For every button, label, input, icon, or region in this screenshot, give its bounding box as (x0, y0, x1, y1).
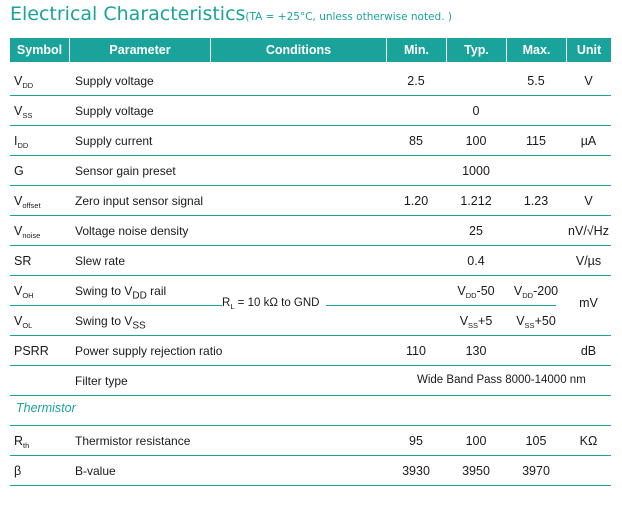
symbol: $V_{offset}$ (14, 194, 41, 210)
header-symbol: Symbol (16, 43, 63, 57)
value-typ: 1.212 (460, 194, 492, 208)
symbol: $R_{th}$ (14, 434, 30, 450)
header-max: Max. (506, 38, 566, 62)
symbol: $V_{OL}$ (14, 314, 33, 330)
row-divider (10, 245, 611, 246)
value-unit: V (584, 194, 593, 208)
row-divider (10, 455, 611, 456)
value-typ: $V_{SS}+5$ (459, 314, 493, 330)
symbol-subscript: OL (22, 321, 33, 330)
value-unit: V (584, 74, 593, 88)
swing-condition-sub: L (230, 302, 235, 311)
value-max-subscript: SS (524, 321, 535, 330)
filter-type-value: Wide Band Pass 8000-14000 nm (417, 374, 586, 386)
symbol-subscript: th (23, 441, 30, 450)
symbol: $V_{OH}$ (14, 284, 34, 300)
value-min: 95 (409, 434, 423, 448)
table-title (10, 3, 452, 25)
value-typ: 0.4 (467, 254, 485, 268)
title-main: Electrical Characteristics (10, 3, 246, 25)
symbol: $I_{DD}$ (14, 134, 29, 150)
symbol-subscript: offset (22, 201, 41, 210)
parameter: B-value (75, 464, 116, 478)
symbol: β (14, 464, 22, 478)
value-min: 85 (409, 134, 423, 148)
swing-condition (222, 297, 319, 311)
parameter-subscript: SS (132, 320, 146, 332)
value-min: 110 (406, 344, 426, 358)
symbol-subscript: noise (22, 231, 41, 240)
parameter: Supply voltage (75, 74, 154, 88)
symbol: SR (14, 254, 32, 268)
parameter: Supply current (75, 134, 153, 148)
value-typ: $V_{DD}-50$ (457, 284, 495, 300)
value-max-subscript: DD (522, 291, 534, 300)
row-divider (10, 365, 611, 366)
symbol-subscript: DD (17, 141, 29, 150)
value-unit: V/µs (575, 254, 602, 268)
parameter: Supply voltage (75, 104, 154, 118)
symbol: G (14, 164, 24, 178)
parameter: Zero input sensor signal (75, 194, 204, 208)
parameter: Slew rate (75, 254, 126, 268)
value-max: $V_{DD}-200$ (513, 284, 559, 300)
symbol: $V_{SS}$ (14, 104, 33, 120)
value-unit: nV/√Hz (568, 224, 609, 238)
row-divider (10, 95, 611, 96)
condition-connector (326, 305, 376, 306)
row-divider (10, 125, 611, 126)
header-parameter: Parameter (69, 38, 210, 62)
header-min: Min. (386, 38, 446, 62)
value-typ: 130 (465, 344, 487, 358)
header-conditions: Conditions (210, 38, 386, 62)
symbol: $V_{DD}$ (14, 74, 34, 90)
symbol: PSRR (14, 344, 49, 358)
row-divider (10, 395, 611, 396)
value-max: 105 (525, 434, 547, 448)
value-typ: 25 (469, 224, 483, 238)
value-unit: dB (580, 344, 597, 358)
section-thermistor: Thermistor (16, 401, 76, 415)
value-typ: 100 (465, 134, 487, 148)
condition-connector (210, 305, 222, 306)
symbol: $V_{noise}$ (14, 224, 41, 240)
value-typ-subscript: DD (465, 291, 477, 300)
value-min: 3930 (402, 464, 430, 478)
value-typ-subscript: SS (468, 321, 479, 330)
value-max: $V_{SS}+50$ (516, 314, 556, 330)
value-typ: 0 (472, 104, 480, 118)
header-typ: Typ. (446, 38, 506, 62)
value-typ: 1000 (462, 164, 490, 178)
parameter: Swing to $V_{SS}$ (75, 314, 146, 332)
value-unit: µA (580, 134, 597, 148)
row-divider (10, 185, 611, 186)
value-max: 1.23 (523, 194, 549, 208)
swing-unit: mV (579, 296, 598, 310)
row-divider (10, 425, 611, 426)
value-max: 3970 (522, 464, 550, 478)
parameter: Filter type (75, 374, 128, 388)
row-divider (10, 335, 611, 336)
row-divider-partial (10, 305, 210, 306)
parameter: Sensor gain preset (75, 164, 176, 178)
table-header (10, 38, 611, 62)
row-divider-partial (376, 305, 556, 306)
symbol-subscript: OH (22, 291, 34, 300)
value-max: 115 (526, 134, 546, 148)
swing-condition-post: = 10 kΩ to GND (234, 297, 320, 309)
header-unit: Unit (566, 38, 611, 62)
title-subtitle: (TA = +25°C, unless otherwise noted. ) (245, 11, 452, 23)
row-divider (10, 485, 611, 486)
symbol-subscript: DD (22, 81, 34, 90)
parameter: Thermistor resistance (75, 434, 191, 448)
swing-condition-pre: R (222, 297, 231, 309)
parameter-subscript: DD (132, 290, 147, 302)
parameter: Voltage noise density (75, 224, 189, 238)
value-typ: 100 (465, 434, 487, 448)
parameter: Swing to $V_{DD}$ rail (75, 284, 167, 302)
row-divider (10, 275, 611, 276)
value-unit: KΩ (579, 434, 598, 448)
value-min: 1.20 (403, 194, 429, 208)
value-typ: 3950 (462, 464, 490, 478)
value-max: 5.5 (527, 74, 545, 88)
row-divider (10, 215, 611, 216)
parameter: Power supply rejection ratio (75, 344, 223, 358)
row-divider (10, 155, 611, 156)
value-min: 2.5 (407, 74, 425, 88)
symbol-subscript: SS (22, 111, 33, 120)
